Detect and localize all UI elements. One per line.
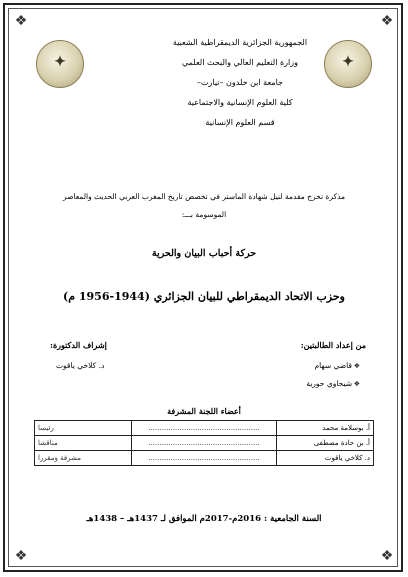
thesis-intro: مذكرة تخرج مقدمة لنيل شهادة الماستر في تخصص تاريخ المغرب العربي الحديث والمعاصر <box>62 192 346 201</box>
bullet-icon: ❖ <box>353 380 360 388</box>
member-name: أ. بوسلامة محمد <box>277 421 374 436</box>
committee-table <box>34 420 374 466</box>
thesis-titled: الموسومة بـــ: <box>181 210 227 219</box>
committee-title: أعضاء اللجنة المشرفة <box>167 406 241 416</box>
bullet-icon: ❖ <box>353 362 360 370</box>
corner-ornament-icon: ❖ <box>380 548 394 564</box>
republic-name: الجمهورية الجزائرية الديمقراطية الشعبية <box>172 38 308 47</box>
table-row <box>35 421 374 436</box>
member-role: مناقشا <box>35 436 132 451</box>
department-name: قسم العلوم الإنسانية <box>205 118 275 127</box>
member-dots: .................................................. <box>132 451 277 466</box>
corner-ornament-icon: ❖ <box>14 13 28 29</box>
member-role: مشرفة ومقررا <box>35 451 132 466</box>
table-row <box>35 451 374 466</box>
student-name: قاضي سهام <box>314 361 352 370</box>
supervisor-name: د. كلاخي ياقوت <box>56 361 105 370</box>
student-name: شيحاوي حورية <box>306 379 352 388</box>
table-row <box>35 436 374 451</box>
corner-ornament-icon: ❖ <box>14 548 28 564</box>
corner-ornament-icon: ❖ <box>380 13 394 29</box>
page-border-inner <box>8 8 398 567</box>
university-seal-icon: ✦ <box>324 40 372 88</box>
academic-year: السنة الجامعية : 2016م-2017م الموافق لـ 1437هـ – 1438هـ <box>86 514 322 524</box>
prepared-by-label: من إعداد الطالبتين: <box>300 340 366 350</box>
member-role: رئيسا <box>35 421 132 436</box>
ministry-name: وزارة التعليم العالي والبحث العلمي <box>182 58 298 67</box>
member-name: د. كلاخي ياقوت <box>277 451 374 466</box>
member-dots: .................................................. <box>132 421 277 436</box>
thesis-title-line1: حركة أحباب البيان والحرية <box>151 248 257 259</box>
supervision-label: إشراف الدكتورة: <box>50 340 107 350</box>
university-seal-icon: ✦ <box>36 40 84 88</box>
member-name: أ. بن حادة مصطفى <box>277 436 374 451</box>
faculty-name: كلية العلوم الإنسانية والاجتماعية <box>187 98 293 107</box>
university-name: جامعة ابن خلدون –تيارت– <box>197 78 283 87</box>
thesis-title-line2: وحزب الاتحاد الديمقراطي للبيان الجزائري (1944-1956 م) <box>63 290 345 303</box>
member-dots: .................................................. <box>132 436 277 451</box>
